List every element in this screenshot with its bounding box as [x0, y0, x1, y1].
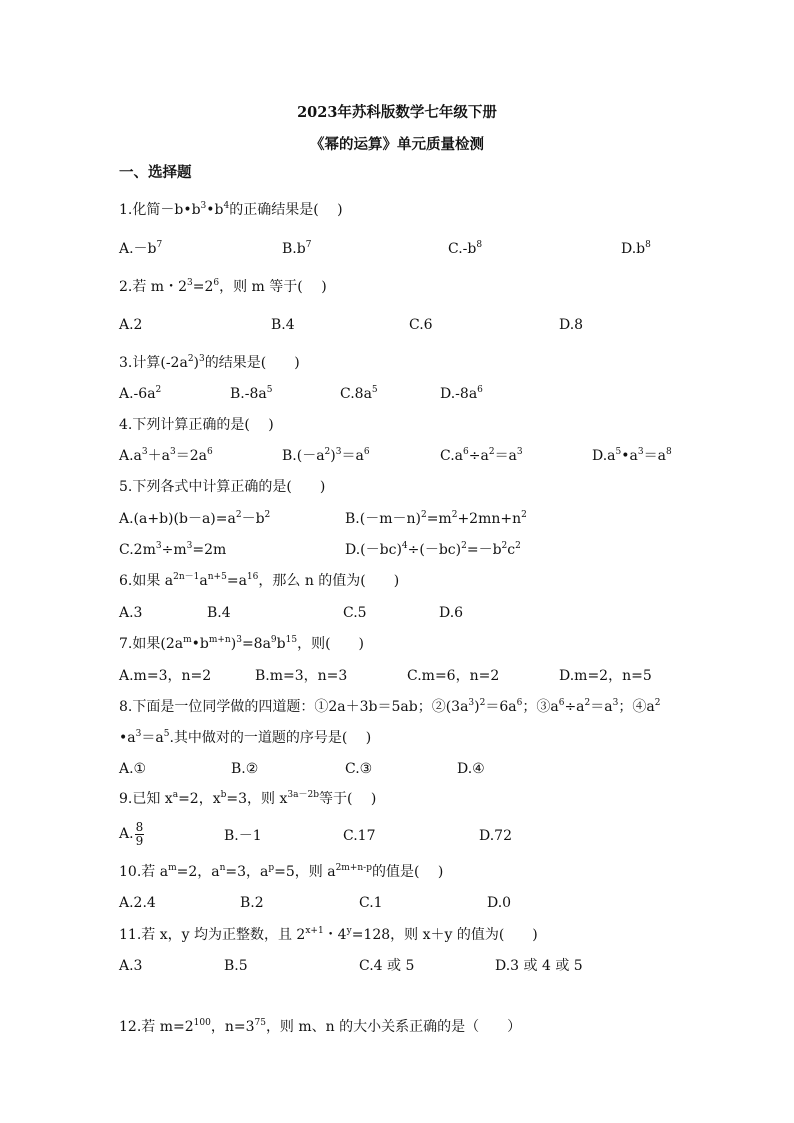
q5-option-b[interactable]: $B.(-m-n)^2=m^2+2mn+n^2$: [345, 510, 527, 527]
q11-option-b[interactable]: B.5: [224, 958, 248, 974]
q7-option-c[interactable]: C.m=6，n=2: [407, 668, 500, 684]
question-4: 4.下列计算正确的是( ): [119, 417, 274, 433]
q6-option-c[interactable]: C.5: [343, 605, 367, 621]
q4-option-a[interactable]: $A.a^3+a^3=2a^6$: [119, 447, 213, 464]
q3-option-b[interactable]: $B.-8a^5$: [230, 385, 273, 402]
question-12: 12.若 $m=2^{100}$，$n=3^{75}$，则 m、n 的大小关系正确的是（ ）: [119, 1018, 522, 1035]
q1-option-d[interactable]: $D.b^8$: [621, 240, 651, 257]
q11-option-c[interactable]: C.4 或 5: [359, 958, 415, 974]
section-heading: 一、选择题: [119, 164, 192, 181]
q6-option-a[interactable]: A.3: [119, 605, 143, 621]
q5-option-c[interactable]: $C.2m^3\div m^3=2m$: [119, 541, 227, 558]
question-10: 10.若 $a^m=2$，$a^n=3$，$a^p=5$，则 $a^{2m+n-p}$的值是( ): [119, 863, 444, 880]
q4-option-d[interactable]: $D.a^5•a^3=a^8$: [592, 447, 672, 464]
question-8: 8.下面是一位同学做的四道题：①2a＋3b＝5ab；$②(3a^3)^2=6a^6$；$③a^6\div a^2=a^3$；$④a^2$: [119, 698, 661, 715]
q5-option-d[interactable]: $D.(-bc)^4\div(-bc)^2=-b^2c^2$: [345, 541, 521, 558]
question-8-continued: $•a^3=a^5$.其中做对的一道题的序号是( ): [119, 729, 372, 746]
document-title: 2023年苏科版数学七年级下册: [297, 104, 497, 121]
question-1: 1.化简$-b•b^3•b^4$的正确结果是( ): [119, 201, 343, 218]
q10-option-b[interactable]: B.2: [240, 895, 264, 911]
q10-option-a[interactable]: A.2.4: [119, 895, 156, 911]
q1-option-a[interactable]: $A.-b^7$: [119, 240, 163, 257]
q1-option-b[interactable]: $B.b^7$: [282, 240, 312, 257]
fraction: $\frac{8}{9}$: [135, 819, 144, 848]
q9-option-a[interactable]: A. $\frac{8}{9}$: [119, 819, 144, 848]
q9-option-c[interactable]: C.17: [343, 828, 376, 844]
q8-option-b[interactable]: B.②: [231, 761, 259, 777]
q3-option-c[interactable]: $C.8a^5$: [340, 385, 378, 402]
q11-option-a[interactable]: A.3: [119, 958, 143, 974]
q4-option-c[interactable]: $C.a^6\div a^2=a^3$: [440, 447, 523, 464]
q10-option-c[interactable]: C.1: [359, 895, 383, 911]
q2-option-b[interactable]: B.4: [271, 317, 295, 333]
question-9: 9.已知 $x^a=2$，$x^b=3$，则 $x^{3a-2b}$等于( ): [119, 790, 377, 807]
q8-option-d[interactable]: D.④: [457, 761, 485, 777]
q10-option-d[interactable]: D.0: [487, 895, 512, 911]
q11-option-d[interactable]: D.3 或 4 或 5: [495, 958, 583, 974]
q2-option-c[interactable]: C.6: [409, 317, 433, 333]
question-11: 11.若 x，y 均为正整数，且 $2^{x+1}$・$4^y=128$，则 x＋y 的值为( ): [119, 926, 538, 943]
q3-option-a[interactable]: $A.-6a^2$: [119, 385, 162, 402]
q2-option-a[interactable]: A.2: [119, 317, 143, 333]
q6-option-d[interactable]: D.6: [439, 605, 464, 621]
q9-option-b[interactable]: B.－1: [224, 828, 262, 844]
q9-option-d[interactable]: D.72: [479, 828, 512, 844]
q7-option-d[interactable]: D.m=2，n=5: [559, 668, 652, 684]
q8-option-c[interactable]: C.③: [345, 761, 373, 777]
q4-option-b[interactable]: $B.(-a^2)^3=a^6$: [282, 447, 370, 464]
q5-option-a[interactable]: $A.(a+b)(b-a)=a^2-b^2$: [119, 510, 271, 527]
q6-option-b[interactable]: B.4: [207, 605, 231, 621]
q3-option-d[interactable]: $D.-8a^6$: [440, 385, 483, 402]
question-2: 2.若 m・$2^3=2^6$，则 m 等于( ): [119, 278, 327, 295]
question-3: 3.计算$(-2a^2)^3$的结果是( ): [119, 354, 300, 371]
question-5: 5.下列各式中计算正确的是( ): [119, 479, 326, 495]
q8-option-a[interactable]: A.①: [119, 761, 147, 777]
q7-option-a[interactable]: A.m=3，n=2: [119, 668, 212, 684]
question-6: 6.如果 $a^{2n-1}a^{n+5}=a^{16}$，那么 n 的值为( ): [119, 572, 400, 589]
q1-option-c[interactable]: $C.-b^8$: [448, 240, 483, 257]
q2-option-d[interactable]: D.8: [559, 317, 584, 333]
q7-option-b[interactable]: B.m=3，n=3: [255, 668, 348, 684]
document-subtitle: 《幂的运算》单元质量检测: [310, 136, 484, 153]
question-7: 7.如果$(2a^m•b^{m+n})^3=8a^9b^{15}$，则( ): [119, 635, 365, 652]
